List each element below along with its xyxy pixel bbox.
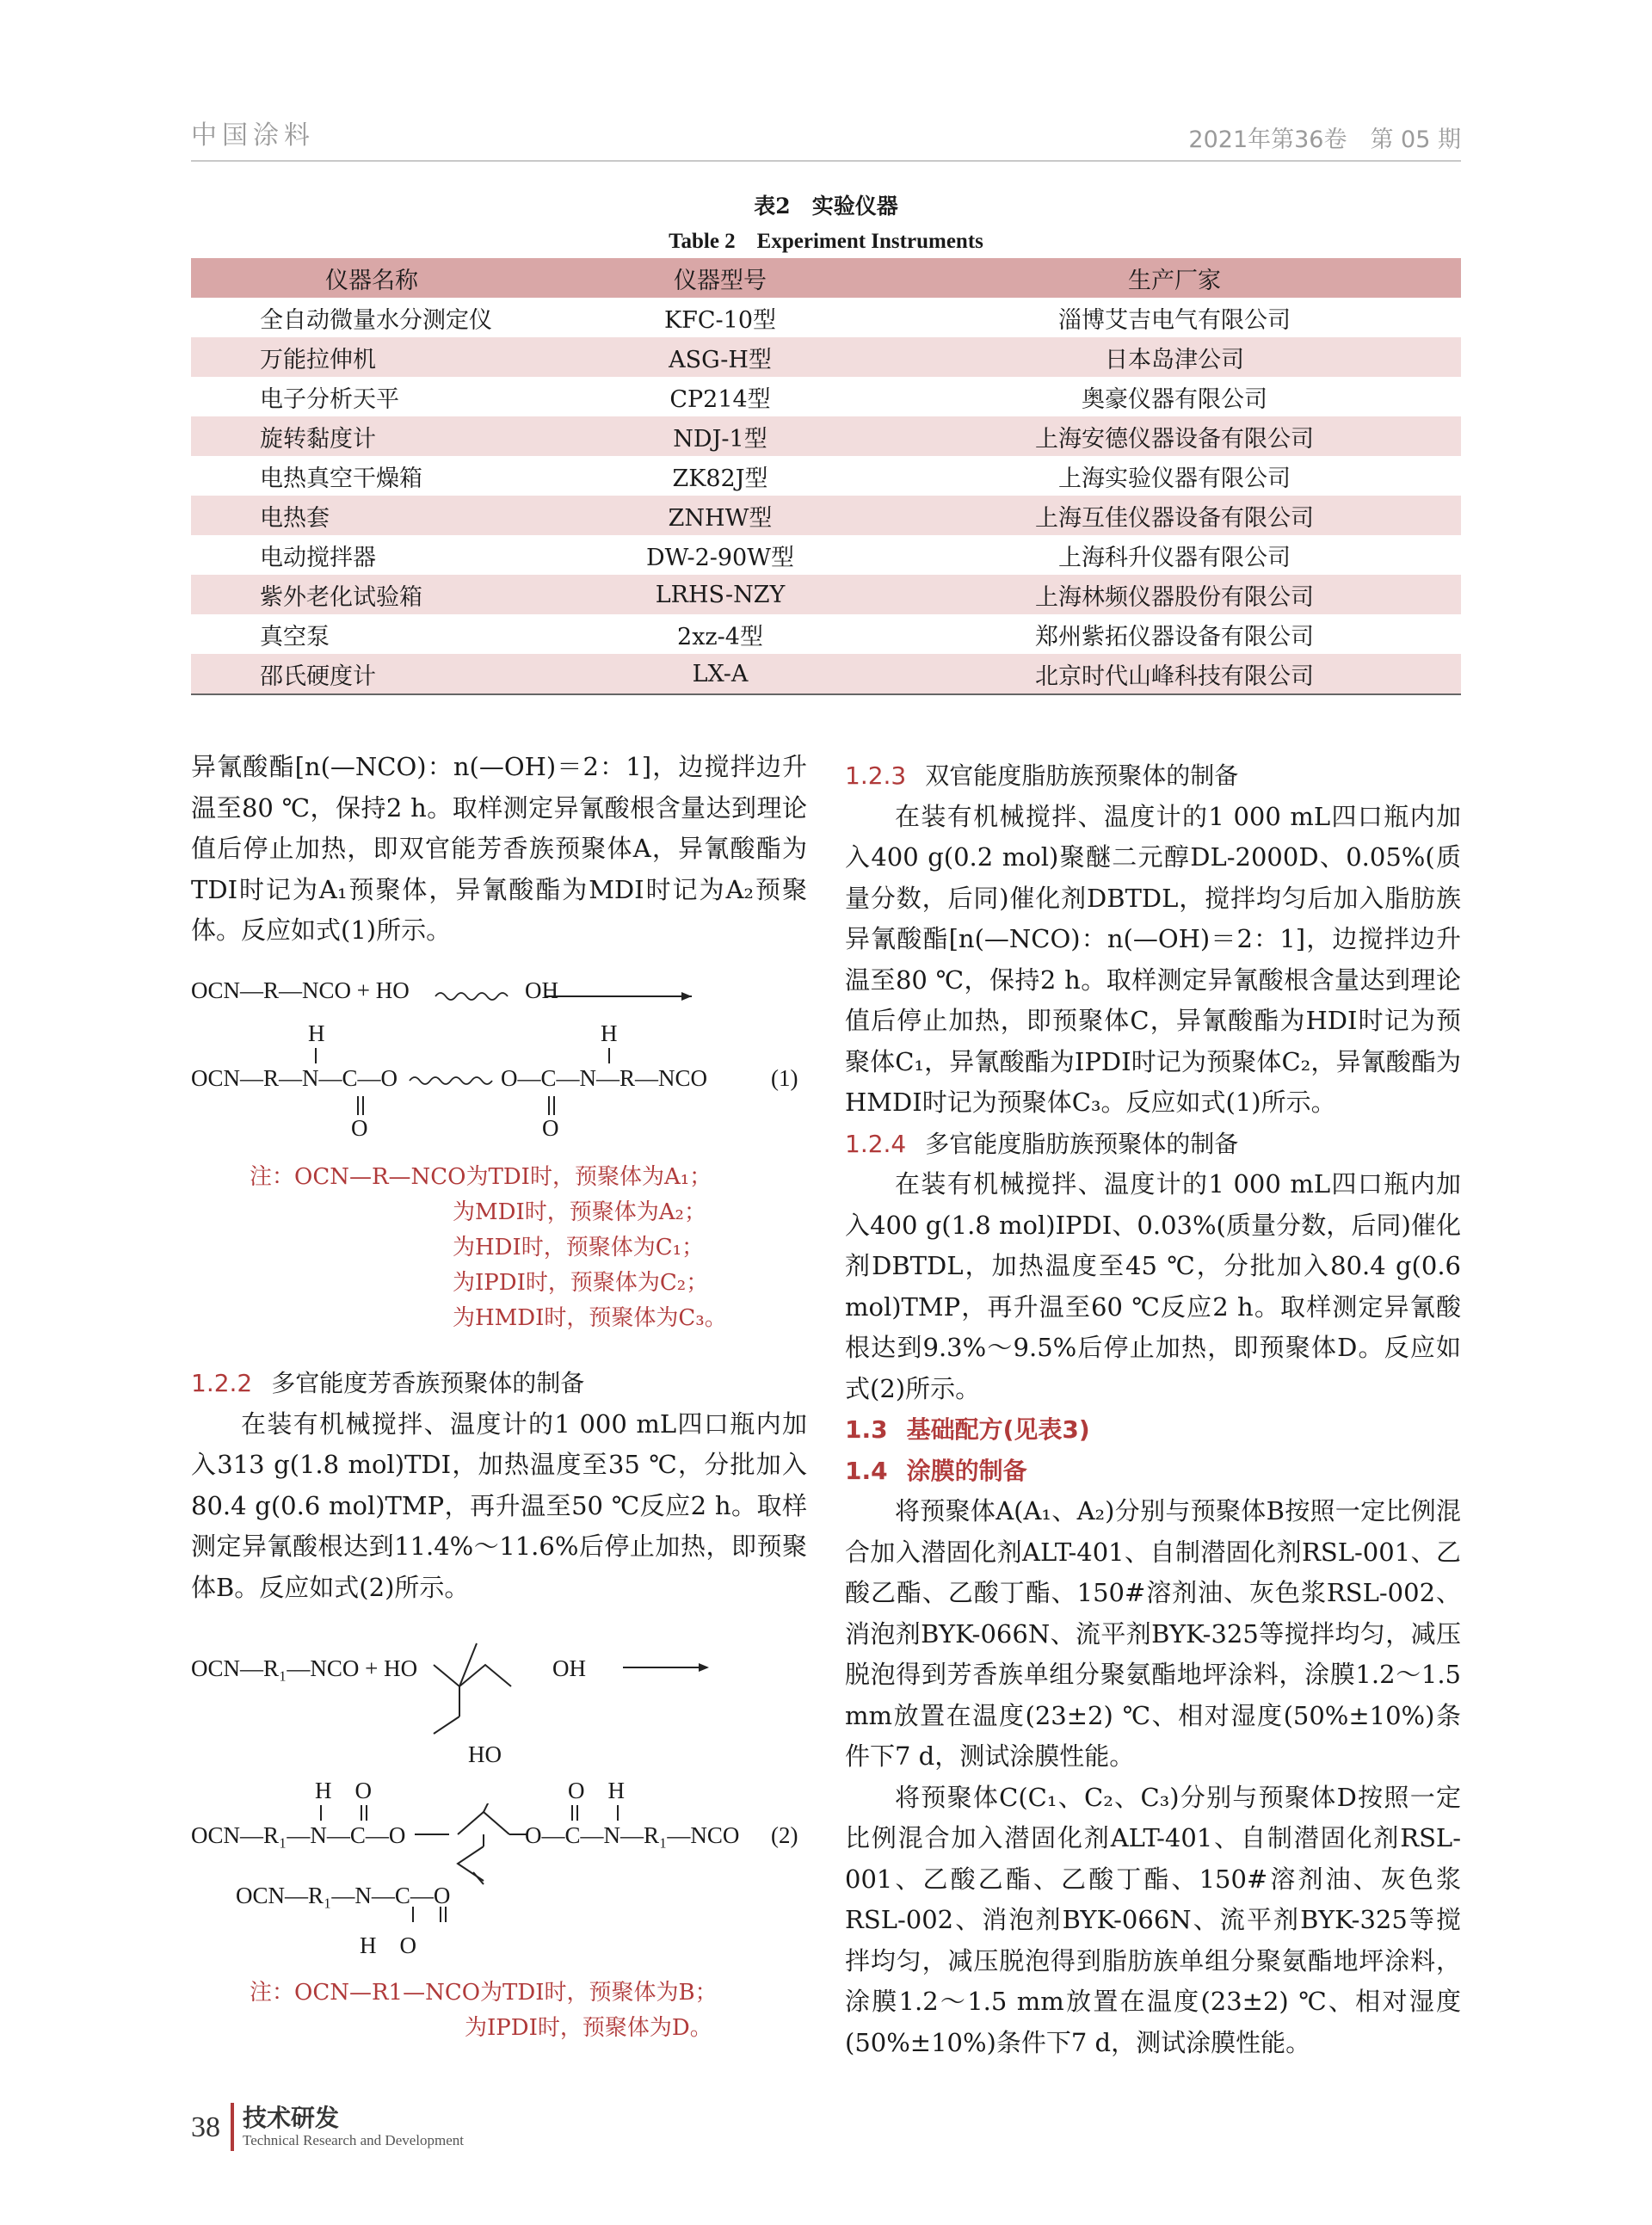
eq2-ho: HO — [468, 1741, 502, 1767]
bond — [608, 1048, 610, 1063]
note-line: 为IPDI时，预聚体为D。 — [465, 2015, 712, 2041]
table-row — [191, 456, 1461, 496]
table-cell: 上海互佳仪器设备有限公司 — [888, 496, 1461, 535]
table-cell: ZNHW型 — [552, 496, 888, 535]
eq1-reactants: OCN—R—NCO + HO — [191, 977, 410, 1003]
table-cell: 日本岛津公司 — [888, 337, 1461, 377]
bond — [548, 1096, 550, 1115]
eq1-product-left: OCN—R—N—C—O — [191, 1065, 398, 1091]
bond — [362, 1096, 364, 1115]
table-cell: 淄博艾吉电气有限公司 — [1058, 306, 1291, 334]
table-cell: CP214型 — [669, 385, 771, 413]
bond — [315, 1048, 317, 1063]
table-cell: 电子分析天平 — [260, 385, 399, 413]
eq2-oh: OH — [552, 1655, 586, 1681]
table-cell: 全自动微量水分测定仪 — [260, 306, 492, 334]
table-cell: NDJ-1型 — [552, 416, 888, 456]
eq2-product-left: OCN—R₁—N—C—O — [191, 1822, 406, 1848]
table-cell: 上海科升仪器有限公司 — [1058, 544, 1291, 571]
footer-section-en: Technical Research and Development — [243, 2132, 465, 2148]
table-row — [191, 654, 1461, 694]
table-header-cell: 仪器名称 — [191, 258, 552, 298]
table-cell: 电热套 — [191, 496, 552, 535]
paragraph: 在装有机械搅拌、温度计的1 000 mL四口瓶内加入400 g(0.2 mol)聚醚二元醇DL-2000D、0.05%(质量分数，后同)催化剂DBTDL，搅拌均匀后加入脂肪族异氰酸酯[n(—NCO)：n(—OH)＝2：1]，边搅拌边升温至80 ℃，保持2 h。取样测定异氰酸根含量达到理论值后停止加热，即预聚体C，异氰酸酯为HDI时记为预聚体C₁，异氰酸酯为IPDI时记为预聚体C₂，异氰酸酯为HMDI时记为预聚体C₃。反应如式(1)所示。 — [845, 801, 1461, 1117]
table-row — [191, 535, 1461, 575]
table-caption-cn: 表2 实验仪器 — [754, 194, 898, 219]
eq2-reactants: OCN—R₁—NCO + HO — [191, 1655, 418, 1681]
right-column — [845, 755, 1461, 2063]
table-cell: ASG-H型 — [552, 337, 888, 377]
footer-accent-bar — [231, 2103, 234, 2151]
table-header-cell: 仪器型号 — [552, 258, 888, 298]
section-heading-1-2-4: 1.2.4 多官能度脂肪族预聚体的制备 — [845, 1129, 1239, 1158]
bond — [357, 1096, 359, 1115]
issue-info: 2021年第36卷 第 05 期 — [1188, 126, 1461, 153]
eq2-number: (2) — [771, 1822, 798, 1848]
table-row — [191, 496, 1461, 535]
note-1 — [250, 1160, 727, 1336]
left-column-sec122 — [191, 1363, 807, 1608]
note-line: 为HDI时，预聚体为C₁； — [453, 1235, 705, 1260]
left-column-intro — [191, 747, 807, 952]
table-row — [191, 298, 1461, 337]
eq1-h-right: H — [601, 1020, 618, 1046]
table-row — [191, 575, 1461, 614]
eq2-tmp-structure — [416, 1635, 726, 1747]
eq1-product-chain — [408, 1072, 502, 1089]
table-cell: 郑州紫拓仪器设备有限公司 — [1035, 623, 1314, 650]
eq2-h-o-bottom: H O — [360, 1932, 416, 1958]
header-rule — [191, 160, 1461, 162]
eq2-o-h-right: O H — [568, 1778, 625, 1803]
section-heading-1-2-3: 1.2.3 双官能度脂肪族预聚体的制备 — [845, 761, 1239, 790]
table-row — [191, 377, 1461, 416]
note-line: 为MDI时，预聚体为A₂； — [453, 1199, 706, 1225]
eq1-o-left: O — [351, 1115, 368, 1141]
equation-1 — [191, 977, 807, 1149]
table-row — [191, 416, 1461, 456]
paragraph: 在装有机械搅拌、温度计的1 000 mL四口瓶内加入400 g(1.8 mol)IPDI、0.03%(质量分数，后同)催化剂DBTDL，加热温度至45 ℃，分批加入80.4 g(0.6 mol)TMP，再升温至60 ℃反应2 h。取样测定异氰酸根达到9.3%～9.5%后停止加热，即预聚体D。反应如式(2)所示。 — [845, 1169, 1461, 1403]
paragraph: 异氰酸酯[n(—NCO)：n(—OH)＝2：1]，边搅拌边升温至80 ℃，保持2 h。取样测定异氰酸根含量达到理论值后停止加热，即双官能芳香族预聚体A，异氰酸酯为TDI时记为A₁预聚体，异氰酸酯为MDI时记为A₂预聚体。反应如式(1)所示。 — [191, 752, 807, 945]
table-row — [191, 614, 1461, 654]
table-cell: 万能拉伸机 — [191, 337, 552, 377]
eq1-h-left: H — [308, 1020, 325, 1046]
table-cell: 上海安德仪器设备有限公司 — [888, 416, 1461, 456]
bond — [553, 1096, 555, 1115]
table-cell: 电热真空干燥箱 — [260, 465, 422, 492]
table-cell: 上海林频仪器股份有限公司 — [888, 575, 1461, 614]
table-header-cell: 生产厂家 — [888, 258, 1461, 298]
eq1-product-right: O—C—N—R—NCO — [501, 1065, 708, 1091]
table-cell: 2xz-4型 — [677, 623, 763, 650]
table-cell: 北京时代山峰科技有限公司 — [888, 654, 1461, 694]
table-cell: LRHS-NZY — [552, 575, 888, 614]
table-cell: 奥豪仪器有限公司 — [1082, 385, 1267, 413]
table-cell: 真空泵 — [260, 623, 330, 650]
table-cell: 旋转黏度计 — [191, 416, 552, 456]
journal-name: 中国涂料 — [191, 120, 315, 151]
eq2-product-bottom: OCN—R₁—N—C—O — [236, 1883, 451, 1908]
note-line: 为HMDI时，预聚体为C₃。 — [453, 1305, 727, 1331]
instruments-table — [191, 258, 1461, 695]
table-cell: 电动搅拌器 — [260, 544, 376, 571]
note-line: 为IPDI时，预聚体为C₂； — [453, 1270, 709, 1296]
eq1-o-right: O — [542, 1115, 559, 1141]
table-cell: ZK82J型 — [672, 465, 768, 492]
eq1-polymer-chain — [434, 983, 709, 1008]
footer-section-cn: 技术研发 — [243, 2104, 340, 2132]
table-cell: KFC-10型 — [663, 306, 777, 334]
note-2 — [250, 1975, 718, 2046]
table-row — [191, 337, 1461, 377]
table-cell: 上海实验仪器有限公司 — [1058, 465, 1291, 492]
eq1-number: (1) — [771, 1065, 798, 1091]
table-cell: 紫外老化试验箱 — [191, 575, 552, 614]
table-cell: LX-A — [552, 654, 888, 694]
table-cell: 邵氏硬度计 — [191, 654, 552, 694]
paragraph: 在装有机械搅拌、温度计的1 000 mL四口瓶内加入313 g(1.8 mol)TDI，加热温度至35 ℃，分批加入80.4 g(0.6 mol)TMP，再升温至50 ℃反应2 h。取样测定异氰酸根达到11.4%～11.6%后停止加热，即预聚体B。反应如式(2)所示。 — [191, 1408, 807, 1602]
paragraph: 将预聚体C(C₁、C₂、C₃)分别与预聚体D按照一定比例混合加入潜固化剂ALT-401、自制潜固化剂RSL-001、乙酸乙酯、乙酸丁酯、150#溶剂油、灰色浆RSL-002、消泡剂BYK-066N、流平剂BYK-325等搅拌均匀，减压脱泡得到脂肪族单组分聚氨酯地坪涂料，涂膜1.2～1.5 mm放置在温度(23±2) ℃、相对湿度(50%±10%)条件下7 d，测试涂膜性能。 — [845, 1782, 1461, 2057]
table-cell: DW-2-90W型 — [646, 544, 794, 571]
eq1-oh: OH — [525, 977, 558, 1003]
note-line: 注：OCN—R1—NCO为TDI时，预聚体为B； — [250, 1980, 718, 2006]
paragraph: 将预聚体A(A₁、A₂)分别与预聚体B按照一定比例混合加入潜固化剂ALT-401、自制潜固化剂RSL-001、乙酸乙酯、乙酸丁酯、150#溶剂油、灰色浆RSL-002、消泡剂BYK-066N、流平剂BYK-325等搅拌均匀，减压脱泡得到芳香族单组分聚氨酯地坪涂料，涂膜1.2～1.5 mm放置在温度(23±2) ℃、相对湿度(50%±10%)条件下7 d，测试涂膜性能。 — [845, 1496, 1461, 1771]
note-line: 注：OCN—R—NCO为TDI时，预聚体为A₁； — [250, 1164, 712, 1190]
section-heading-1-2-2: 1.2.2 多官能度芳香族预聚体的制备 — [191, 1369, 585, 1397]
eq2-product-right: O—C—N—R₁—NCO — [525, 1822, 740, 1848]
table-header-row — [191, 258, 1461, 298]
page-number: 38 — [191, 2111, 220, 2143]
eq2-h-o-left: H O — [315, 1778, 372, 1803]
section-heading-1-4: 1.4 涂膜的制备 — [845, 1456, 1027, 1485]
section-heading-1-3: 1.3 基础配方(见表3) — [845, 1415, 1090, 1444]
table-caption-en: Table 2 Experiment Instruments — [669, 230, 983, 253]
